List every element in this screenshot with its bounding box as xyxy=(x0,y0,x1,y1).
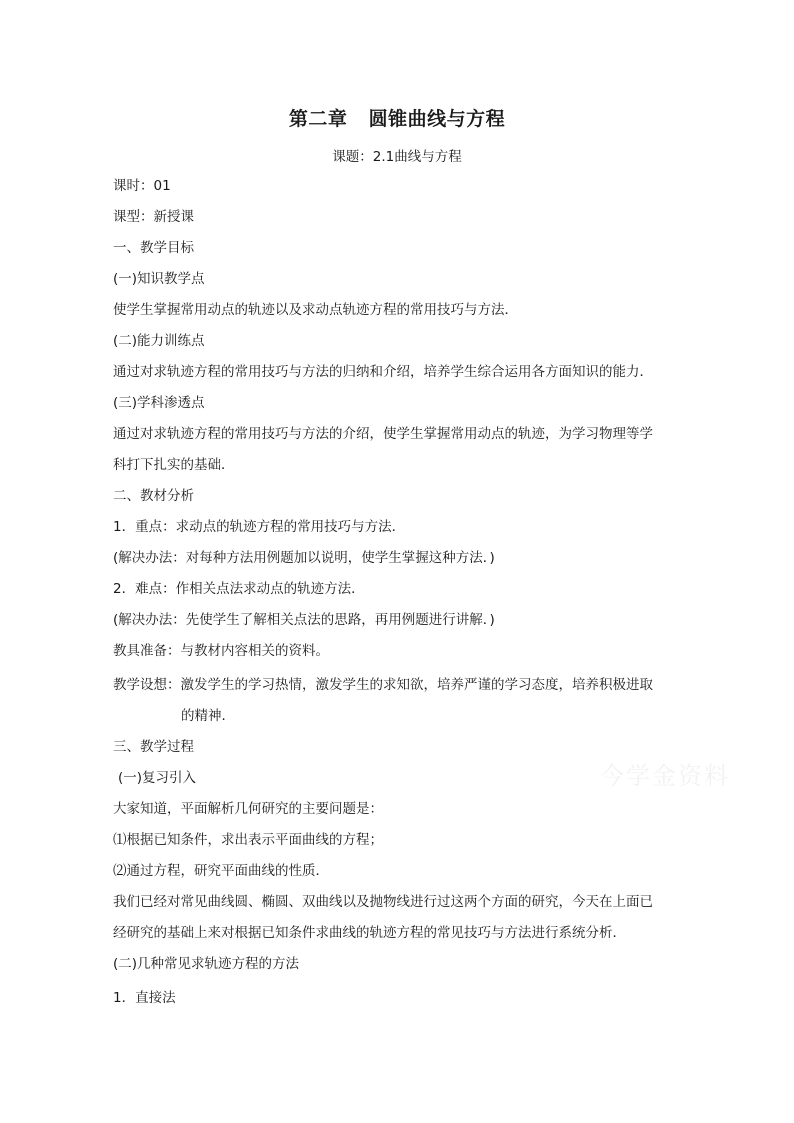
class-type: 课型：新授课 xyxy=(113,209,194,225)
teaching-idea: 教学设想：激发学生的学习热情，激发学生的求知欲，培养严谨的学习态度，培养积极进取 xyxy=(113,677,653,693)
solution-note: (解决办法：先使学生了解相关点法的思路，再用例题进行讲解．) xyxy=(113,612,495,628)
paragraph: 我们已经对常见曲线圆、椭圆、双曲线以及抛物线进行过这两个方面的研究，今天在上面已 xyxy=(113,894,653,910)
paragraph: 通过对求轨迹方程的常用技巧与方法的归纳和介绍，培养学生综合运用各方面知识的能力． xyxy=(113,364,653,380)
subheading-knowledge-points: (一)知识教学点 xyxy=(113,271,205,287)
section-heading-objectives: 一、教学目标 xyxy=(113,240,194,256)
subheading-subject-points: (三)学科渗透点 xyxy=(113,395,205,411)
chapter-title: 第二章 圆锥曲线与方程 xyxy=(288,108,506,130)
paragraph-continued: 科打下扎实的基础． xyxy=(113,457,235,473)
list-item-difficulty: 2．难点：作相关点法求动点的轨迹方法． xyxy=(113,581,365,597)
class-hours: 课时：01 xyxy=(113,178,171,194)
subheading-ability-points: (二)能力训练点 xyxy=(113,333,205,349)
list-item: ⑵通过方程，研究平面曲线的性质． xyxy=(113,863,329,879)
paragraph: 通过对求轨迹方程的常用技巧与方法的介绍，使学生掌握常用动点的轨迹，为学习物理等学 xyxy=(113,426,653,442)
paragraph: 使学生掌握常用动点的轨迹以及求动点轨迹方程的常用技巧与方法． xyxy=(113,302,518,318)
solution-note: (解决办法：对每种方法用例题加以说明，使学生掌握这种方法．) xyxy=(113,550,495,566)
list-item: ⑴根据已知条件，求出表示平面曲线的方程； xyxy=(113,832,383,848)
subheading-methods: (二)几种常见求轨迹方程的方法 xyxy=(113,956,300,972)
paragraph: 大家知道，平面解析几何研究的主要问题是： xyxy=(113,801,383,817)
teaching-idea-continued: 的精神． xyxy=(181,708,235,724)
section-heading-analysis: 二、教材分析 xyxy=(113,488,194,504)
list-item-direct-method: 1．直接法 xyxy=(113,990,176,1006)
section-heading-process: 三、教学过程 xyxy=(113,739,194,755)
paragraph-continued: 经研究的基础上来对根据已知条件求曲线的轨迹方程的常见技巧与方法进行系统分析． xyxy=(113,925,626,941)
watermark: 今学金资料 xyxy=(600,762,730,790)
lesson-subtitle: 课题：2.1曲线与方程 xyxy=(332,149,462,165)
list-item-key-point: 1．重点：求动点的轨迹方程的常用技巧与方法． xyxy=(113,519,406,535)
teaching-aids: 教具准备：与教材内容相关的资料。 xyxy=(113,643,329,659)
subheading-review: (一)复习引入 xyxy=(118,770,197,786)
